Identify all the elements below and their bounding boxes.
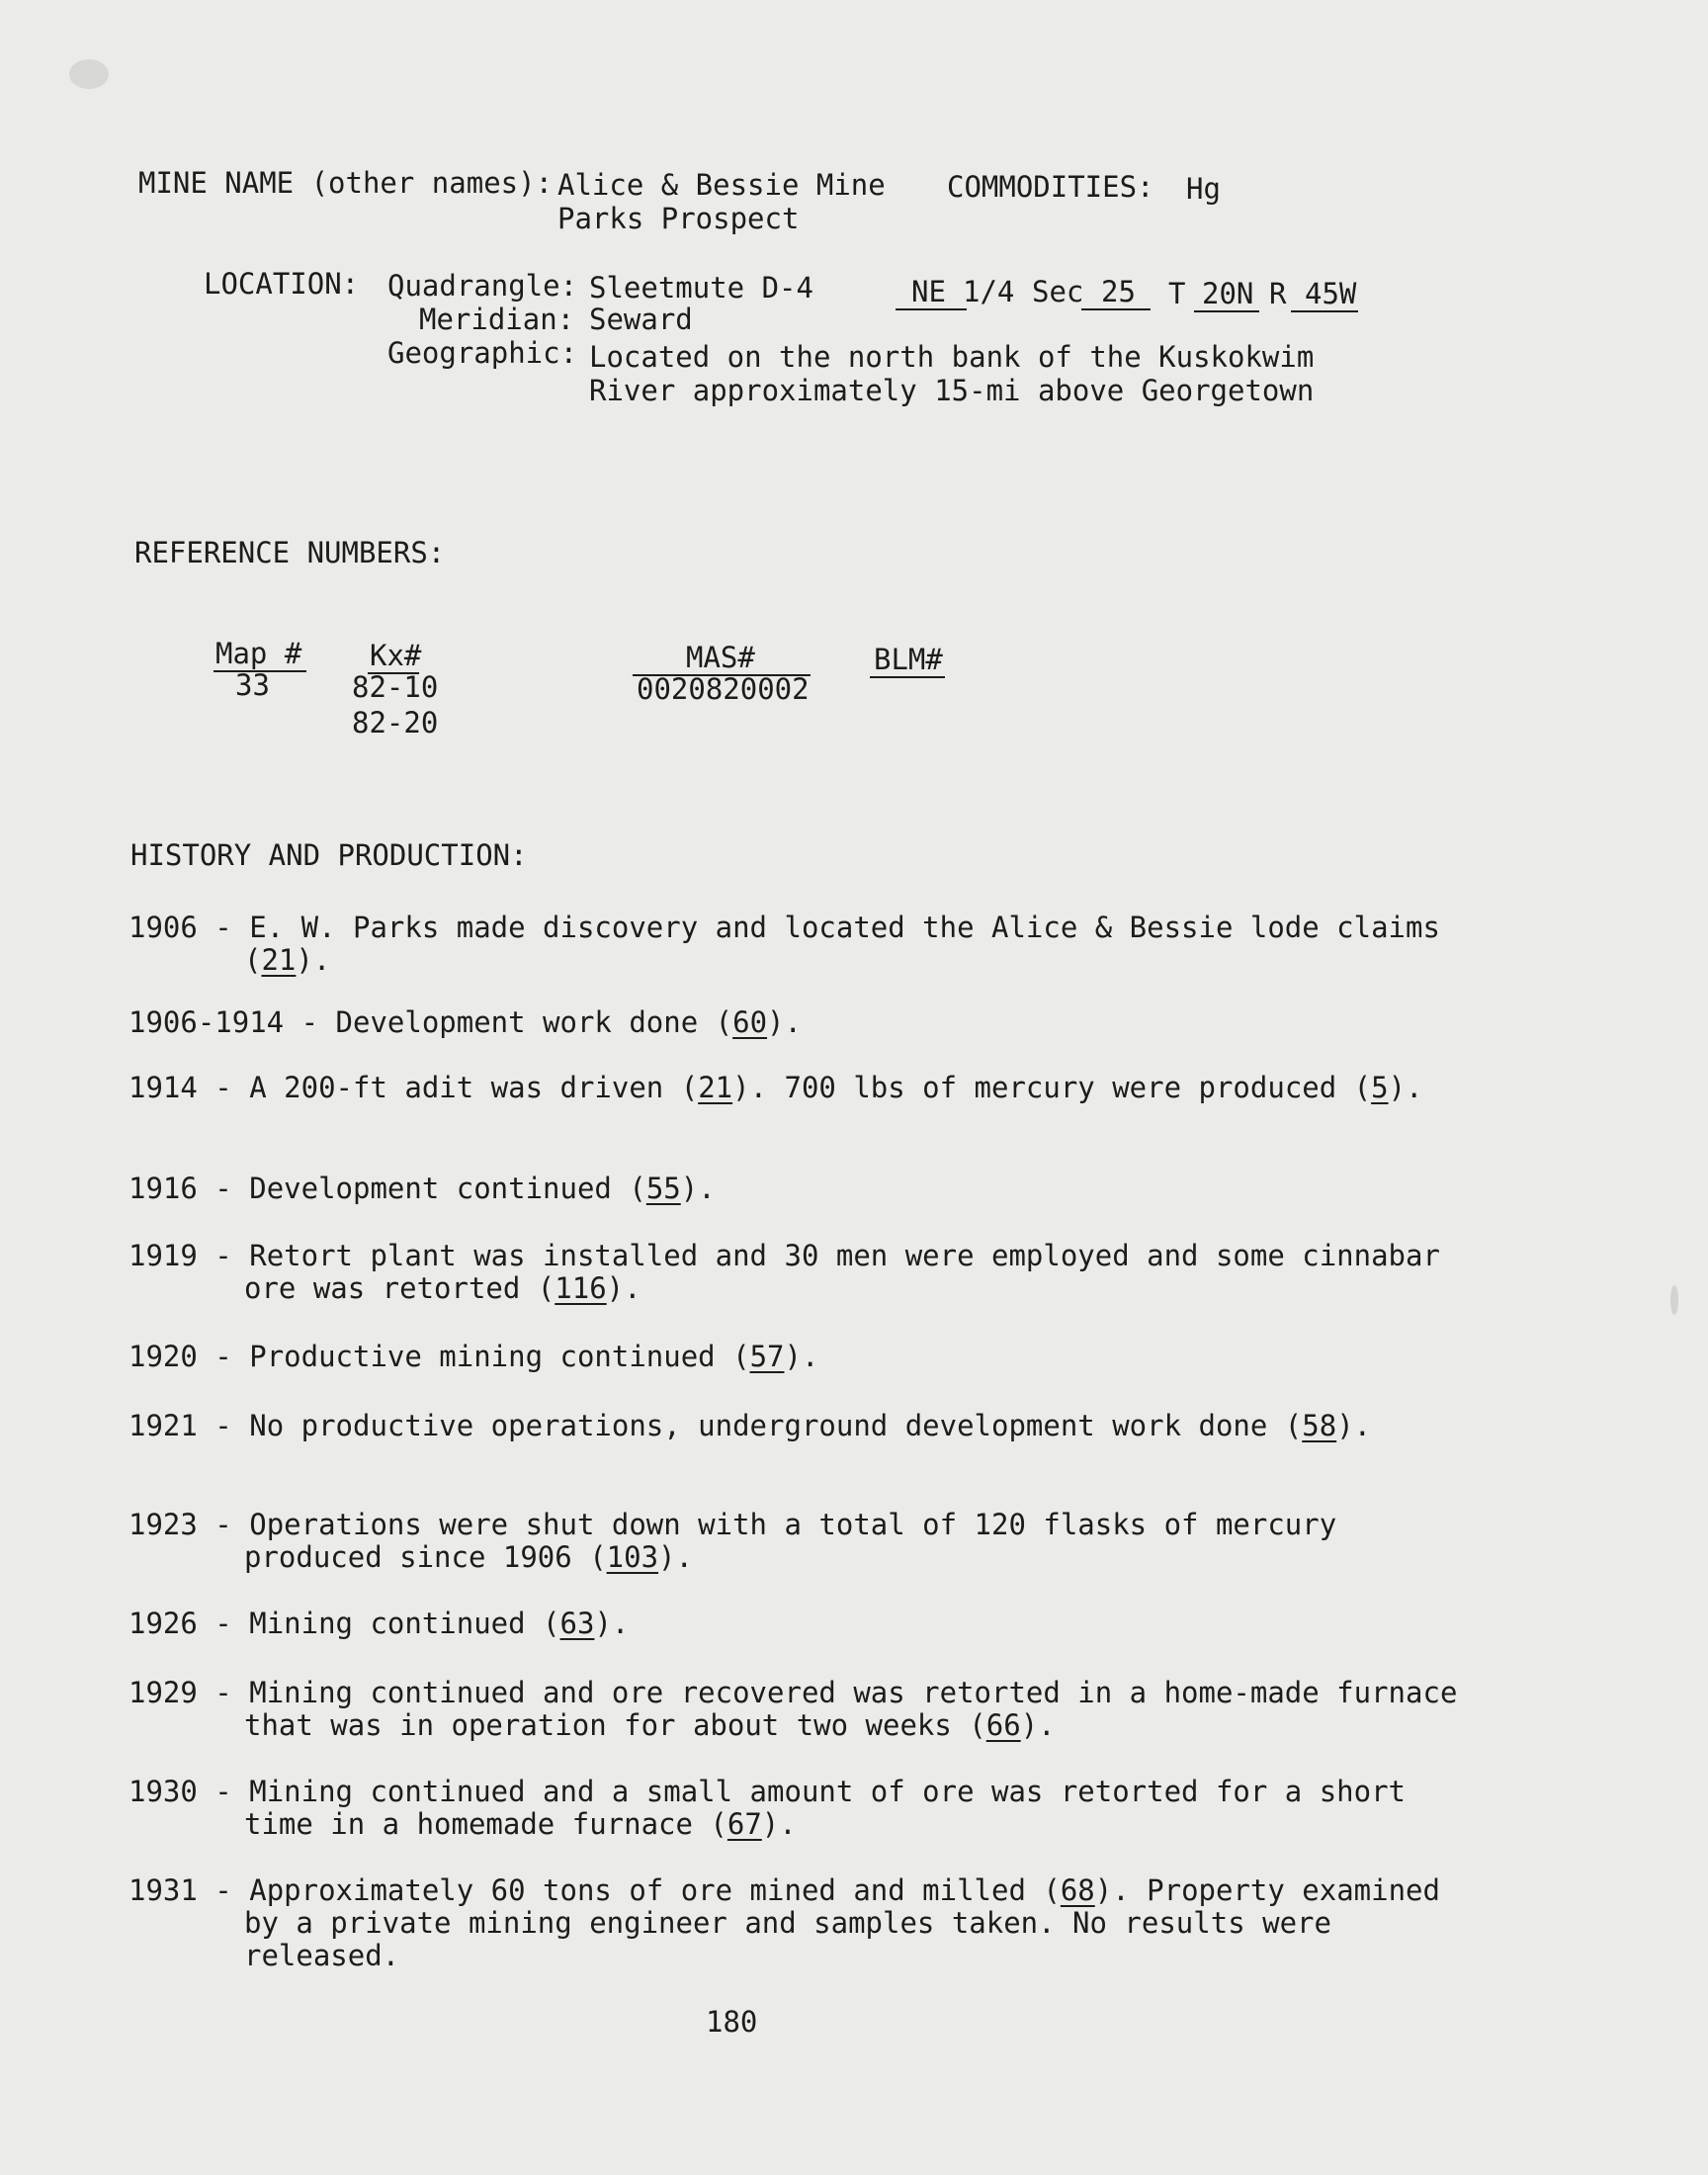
location-label: LOCATION:	[204, 267, 360, 301]
entry-text-end: ).	[680, 1172, 716, 1205]
history-entry	[128, 1240, 1480, 1305]
entry-text: Development work done (	[335, 1005, 733, 1039]
sec-underline	[1081, 308, 1151, 310]
entry-text: Approximately 60 tons of ore mined and milled (	[249, 1873, 1061, 1907]
entry-text-end: ).	[658, 1540, 693, 1574]
meridian-value: Seward	[589, 303, 693, 336]
blm-underline	[870, 676, 945, 678]
entry-text: Operations were shut down with a total of 120 flasks of mercury produced since 1906 (	[244, 1508, 1337, 1574]
entry-text-end: ).	[761, 1807, 797, 1841]
quadrangle-value: Sleetmute D-4	[589, 271, 813, 304]
range-label: R	[1269, 277, 1287, 310]
entry-year: 1916 -	[128, 1172, 232, 1205]
range-underline	[1291, 310, 1358, 312]
entry-year: 1906 -	[128, 911, 232, 944]
history-entry	[128, 1874, 1480, 1972]
history-entry	[128, 1677, 1480, 1742]
township-value: 20N	[1202, 277, 1254, 310]
entry-year: 1929 -	[128, 1676, 232, 1709]
entry-year: 1926 -	[128, 1607, 232, 1640]
sec-label: Sec	[1032, 275, 1084, 308]
history-entry	[128, 1776, 1480, 1841]
history-entry	[128, 1509, 1480, 1574]
entry-year: 1921 -	[128, 1409, 232, 1442]
mas-value: 0020820002	[637, 672, 810, 706]
entry-text-end: ). Property examined by a private mining engineer and samples taken. No results were released.	[244, 1873, 1440, 1972]
entry-reference: 66	[985, 1708, 1021, 1742]
entry-text-mid: ). 700 lbs of mercury were produced (	[732, 1071, 1372, 1104]
entry-text: E. W. Parks made discovery and located the Alice & Bessie lode claims (	[244, 911, 1440, 977]
entry-reference: 63	[559, 1607, 595, 1640]
entry-year: 1923 -	[128, 1508, 232, 1541]
entry-year: 1920 -	[128, 1340, 232, 1373]
entry-year: 1919 -	[128, 1239, 232, 1272]
entry-text-end: ).	[784, 1340, 819, 1373]
entry-text-end: ).	[1388, 1071, 1423, 1104]
entry-year: 1931 -	[128, 1873, 232, 1907]
reference-heading: REFERENCE NUMBERS:	[134, 536, 446, 569]
kx-value-1: 82-10	[352, 670, 439, 704]
meridian-label: Meridian:	[419, 303, 575, 336]
map-label: Map #	[215, 637, 302, 670]
entry-reference: 58	[1302, 1409, 1337, 1442]
commodities-value: Hg	[1186, 172, 1221, 206]
scan-speck	[1670, 1285, 1678, 1315]
history-entry	[128, 1173, 1480, 1205]
entry-text-end: ).	[594, 1607, 630, 1640]
geographic-line-2: River approximately 15-mi above Georgetown	[589, 374, 1315, 407]
entry-reference: 21	[261, 943, 297, 977]
blm-label: BLM#	[874, 643, 943, 676]
mine-name-label: MINE NAME (other names):	[138, 166, 554, 200]
entry-text: A 200-ft adit was driven (	[249, 1071, 699, 1104]
entry-reference: 55	[645, 1172, 681, 1205]
page-number: 180	[706, 2005, 758, 2039]
entry-reference: 60	[732, 1005, 768, 1039]
entry-reference: 103	[606, 1540, 659, 1574]
entry-text: Mining continued and ore recovered was retorted in a home-made furnace that was in operation for about two weeks (	[244, 1676, 1458, 1742]
history-heading: HISTORY AND PRODUCTION:	[130, 838, 528, 872]
entry-reference: 116	[555, 1271, 607, 1305]
history-entry	[128, 1072, 1480, 1104]
entry-text: Productive mining continued (	[249, 1340, 750, 1373]
entry-reference: 21	[698, 1071, 733, 1104]
entry-text: Development continued (	[249, 1172, 646, 1205]
quadrangle-label: Quadrangle:	[387, 269, 578, 303]
entry-reference: 67	[726, 1807, 762, 1841]
entry-text-end: ).	[1336, 1409, 1372, 1442]
entry-year: 1930 -	[128, 1775, 232, 1808]
entry-text: Mining continued (	[249, 1607, 560, 1640]
mas-label: MAS#	[686, 641, 755, 674]
entry-text: Retort plant was installed and 30 men were employed and some cinnabar ore was retorted (	[244, 1239, 1440, 1305]
entry-reference: 57	[749, 1340, 785, 1373]
other-name: Parks Prospect	[557, 202, 800, 235]
history-entry	[128, 912, 1480, 977]
township-underline	[1194, 310, 1259, 312]
entry-text: No productive operations, underground development work done (	[249, 1409, 1303, 1442]
entry-text-end: ).	[606, 1271, 641, 1305]
history-entry	[128, 1608, 1480, 1640]
quarter-underline	[896, 308, 967, 310]
sec-value: 25	[1101, 275, 1136, 308]
entry-year: 1914 -	[128, 1071, 232, 1104]
kx-value-2: 82-20	[352, 706, 439, 740]
kx-label: Kx#	[370, 639, 422, 672]
entry-text-end: ).	[767, 1005, 802, 1039]
entry-text-end: ).	[1020, 1708, 1056, 1742]
map-value: 33	[235, 668, 270, 702]
entry-reference: 68	[1060, 1873, 1095, 1907]
entry-text-end: ).	[296, 943, 331, 977]
quarter-value: NE	[911, 275, 946, 308]
geographic-label: Geographic:	[387, 336, 578, 370]
history-entry	[128, 1341, 1480, 1373]
entry-text: Mining continued and a small amount of ore was retorted for a short time in a homemade furnace (	[244, 1775, 1407, 1841]
geographic-line-1: Located on the north bank of the Kuskokwim	[589, 340, 1315, 374]
entry-reference-2: 5	[1371, 1071, 1389, 1104]
mine-name: Alice & Bessie Mine	[557, 168, 886, 202]
history-entry	[128, 1410, 1480, 1442]
scan-speck	[69, 59, 109, 89]
history-entry	[128, 1006, 1566, 1039]
entry-year: 1906-1914 -	[128, 1005, 319, 1039]
township-label: T	[1168, 277, 1186, 310]
range-value: 45W	[1305, 277, 1357, 310]
commodities-label: COMMODITIES:	[947, 170, 1154, 204]
quarter-suffix: 1/4	[963, 275, 1015, 308]
